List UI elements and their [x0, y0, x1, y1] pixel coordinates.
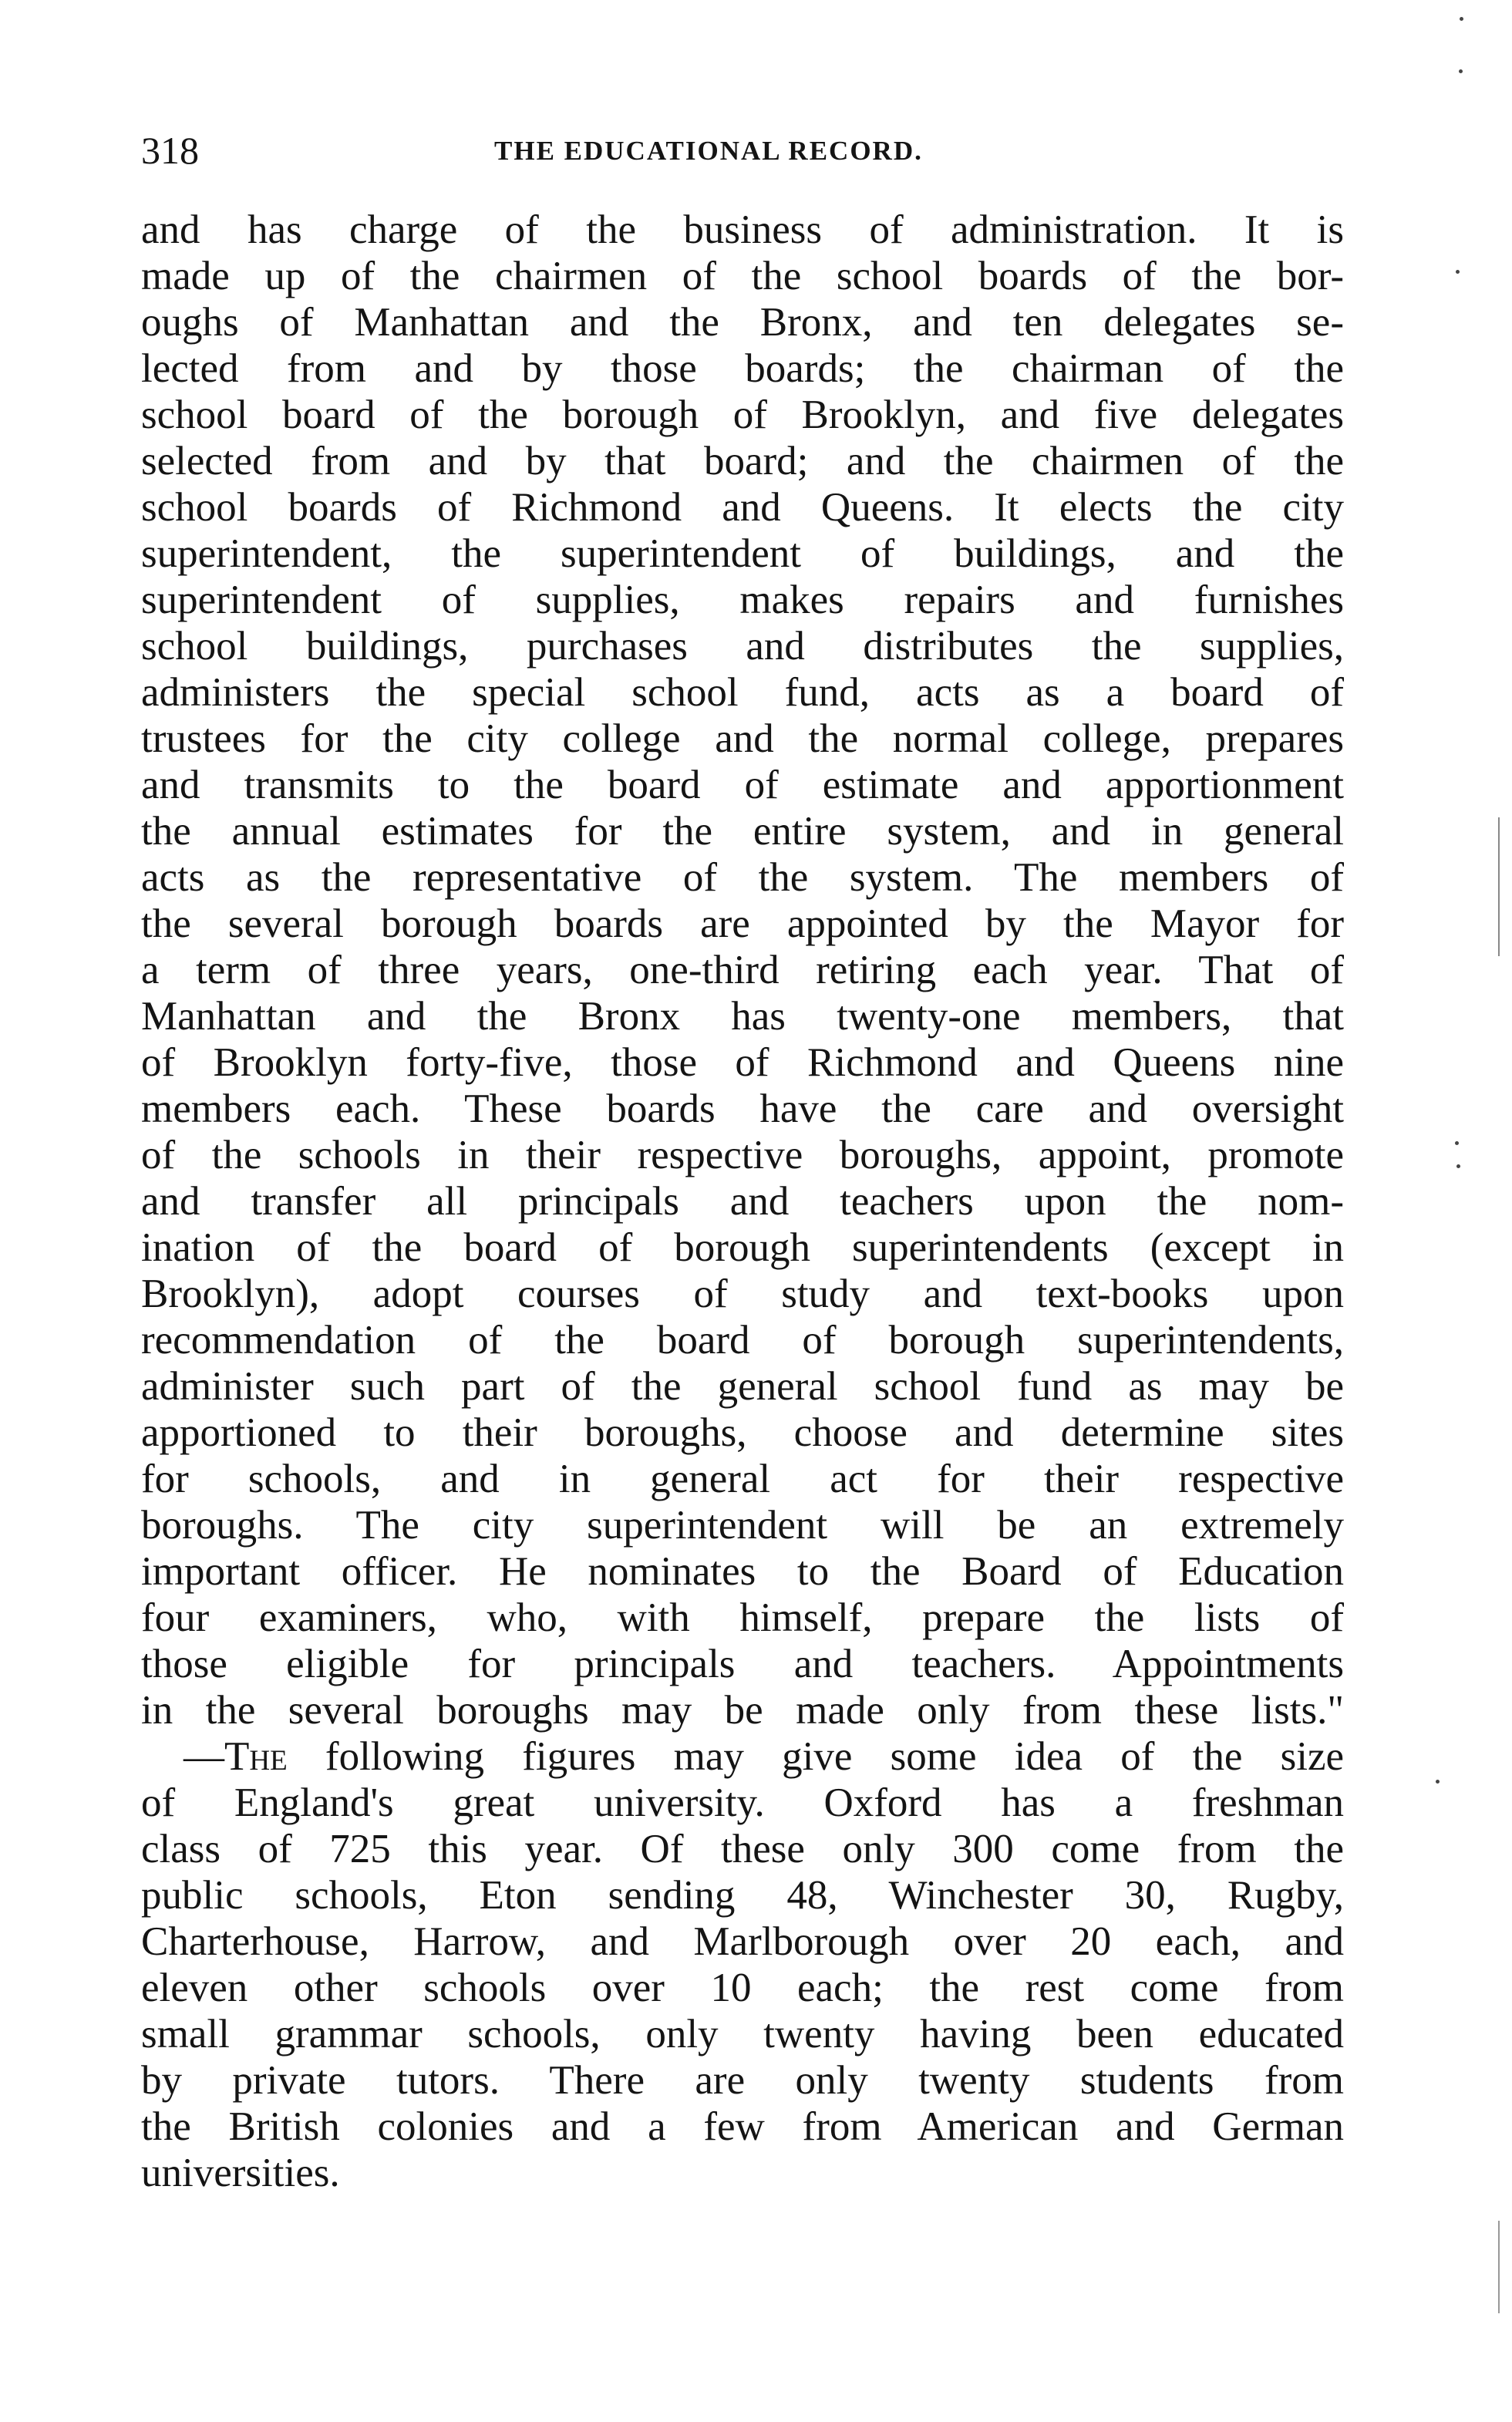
body-text: [141, 207, 1344, 2196]
text-line: Manhattan and the Bronx has twenty-one members, that: [141, 994, 1344, 1039]
scan-speck: [1460, 17, 1463, 21]
text-line: apportioned to their boroughs, choose and determine sites: [141, 1410, 1344, 1455]
text-line: made up of the chairmen of the school boards of the bor-: [141, 254, 1344, 298]
text-line: those eligible for principals and teachers. Appointments: [141, 1642, 1344, 1686]
em-dash: —: [184, 1734, 224, 1779]
text-line: and transfer all principals and teachers upon the nom-: [141, 1179, 1344, 1224]
text-line: school buildings, purchases and distributes the supplies,: [141, 624, 1344, 669]
lead-word: The: [224, 1734, 288, 1779]
text-line: Charterhouse, Harrow, and Marlborough over 20 each, and: [141, 1919, 1344, 1964]
text-line: of England's great university. Oxford has a freshman: [141, 1780, 1344, 1825]
text-line: acts as the representative of the system. The members of: [141, 855, 1344, 900]
first-line-rest: following figures may give some idea of the size: [287, 1734, 1344, 1779]
scan-speck: [1459, 69, 1463, 73]
text-line: members each. These boards have the care and oversight: [141, 1086, 1344, 1131]
text-line: eleven other schools over 10 each; the rest come from: [141, 1966, 1344, 2010]
text-line: and has charge of the business of administration. It is: [141, 207, 1344, 252]
text-line: administer such part of the general school fund as may be: [141, 1364, 1344, 1409]
text-line: oughs of Manhattan and the Bronx, and ten delegates se-: [141, 300, 1344, 345]
text-line: superintendent, the superintendent of buildings, and the: [141, 531, 1344, 576]
paragraph-2: [141, 1733, 1344, 2196]
text-line: for schools, and in general act for their respective: [141, 1457, 1344, 1501]
text-line: lected from and by those boards; the chairman of the: [141, 346, 1344, 391]
scan-speck: [1436, 1780, 1440, 1784]
running-title: THE EDUCATIONAL RECORD.: [494, 136, 923, 166]
scan-edge-line: [1498, 817, 1500, 956]
text-line: a term of three years, one-third retiring each year. That of: [141, 948, 1344, 992]
text-line: selected from and by that board; and the chairmen of the: [141, 439, 1344, 483]
paragraph-1: [141, 207, 1344, 1733]
text-line: of Brooklyn forty-five, those of Richmond and Queens nine: [141, 1040, 1344, 1085]
text-line: universities.: [141, 2151, 340, 2195]
text-line: and transmits to the board of estimate and apportionment: [141, 763, 1344, 807]
text-line: four examiners, who, with himself, prepare the lists of: [141, 1595, 1344, 1640]
scan-speck: [1456, 1164, 1460, 1168]
page-number: 318: [141, 129, 199, 172]
text-line: ination of the board of borough superintendents (except in: [141, 1225, 1344, 1270]
page-header: [141, 123, 1344, 177]
text-line: class of 725 this year. Of these only 300 come from the: [141, 1827, 1344, 1871]
text-line: superintendent of supplies, makes repairs and furnishes: [141, 578, 1344, 622]
text-line: Brooklyn), adopt courses of study and text-books upon: [141, 1272, 1344, 1316]
text-line: by private tutors. There are only twenty students from: [141, 2058, 1344, 2103]
text-line: school boards of Richmond and Queens. It elects the city: [141, 485, 1344, 530]
text-line: important officer. He nominates to the Board of Education: [141, 1549, 1344, 1594]
text-line: boroughs. The city superintendent will be an extremely: [141, 1503, 1344, 1548]
text-line: in the several boroughs may be made only from these lists.": [141, 1688, 1344, 1733]
text-line: small grammar schools, only twenty having been educated: [141, 2012, 1344, 2057]
text-line: trustees for the city college and the normal college, prepares: [141, 716, 1344, 761]
text-line: of the schools in their respective boroughs, appoint, promote: [141, 1133, 1344, 1177]
text-line: the several borough boards are appointed by the Mayor for: [141, 901, 1344, 946]
text-line: the annual estimates for the entire system, and in general: [141, 809, 1344, 854]
scan-speck: [1456, 270, 1460, 274]
text-line: recommendation of the board of borough superintendents,: [141, 1318, 1344, 1363]
scan-speck: [1455, 1141, 1459, 1145]
text-line: public schools, Eton sending 48, Winchester 30, Rugby,: [141, 1873, 1344, 1918]
text-line: administers the special school fund, acts as a board of: [141, 670, 1344, 715]
scan-edge-line: [1498, 2221, 1500, 2313]
text-line: school board of the borough of Brooklyn, and five delegates: [141, 392, 1344, 437]
text-line: the British colonies and a few from American and German: [141, 2104, 1344, 2149]
paragraph-first-line: [141, 1733, 1344, 1780]
